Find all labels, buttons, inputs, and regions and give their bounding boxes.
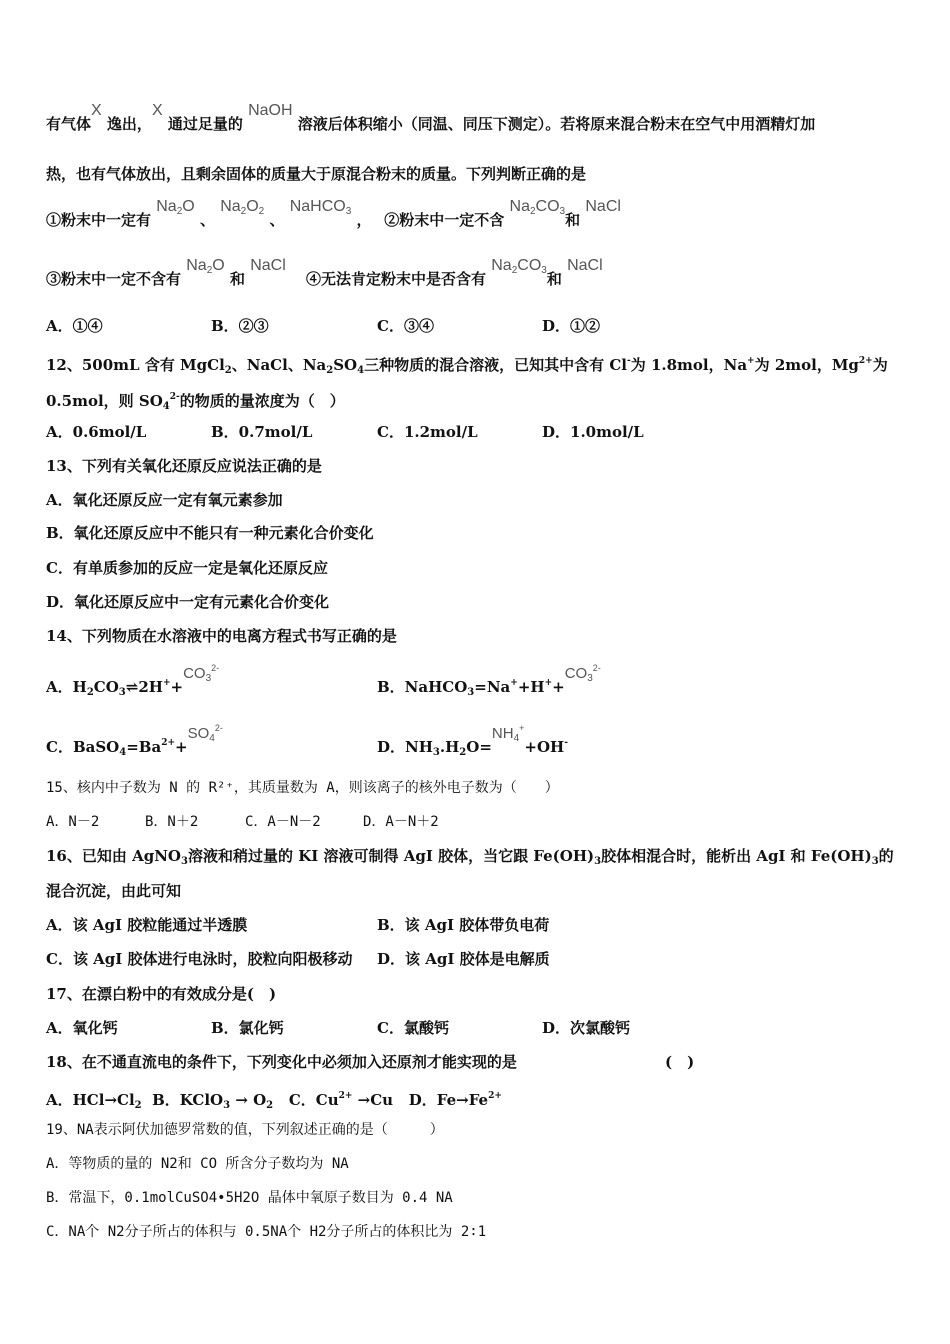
- q11-statement-3-4: ③粉末中一定不含有 $Na_2O$ 和 NaCl ④无法肯定粉末中是否含有 $Na_2CO_3$和 NaCl: [46, 257, 603, 288]
- q13-option-c[interactable]: C．有单质参加的反应一定是氧化还原反应: [46, 559, 328, 577]
- q19-stem: 19、NA表示阿伏加德罗常数的值，下列叙述正确的是（ ）: [46, 1122, 444, 1138]
- q17-option-b[interactable]: B．氯化钙: [211, 1019, 284, 1037]
- q11-option-b[interactable]: B．②③: [211, 317, 269, 335]
- q16-line2: 混合沉淀，由此可知: [46, 882, 182, 900]
- q18-options[interactable]: A．$HCl\to Cl_2$ B．KClO$_3$ → $O_2$ C．$Cu^{2+} \to Cu$ D．$Fe\to Fe^{2+}$: [46, 1091, 502, 1111]
- q12-line2: 0.5mol，则 $SO_4^{2-}$的物质的量浓度为（ ）: [46, 392, 345, 412]
- q19-option-b[interactable]: B．常温下，0.1molCuSO4•5H2O 晶体中氧原子数目为 0.4 NA: [46, 1190, 453, 1206]
- q16-option-d[interactable]: D．该 AgI 胶体是电解质: [377, 950, 550, 968]
- q17-option-c[interactable]: C．氯酸钙: [377, 1019, 449, 1037]
- q16-option-a[interactable]: A．该 AgI 胶粒能通过半透膜: [46, 916, 248, 934]
- q19-option-c[interactable]: C．NA个 N2分子所占的体积与 0.5NA个 H2分子所占的体积比为 2∶1: [46, 1224, 487, 1240]
- formula-so4-2minus: $SO_4^{2-}$: [187, 723, 223, 744]
- formula-nh4-plus: $NH_4^+$: [491, 723, 525, 744]
- q15-option-b[interactable]: B．N＋2: [145, 814, 199, 830]
- formula-na2o: $Na_2O$: [186, 257, 225, 276]
- q11-option-c[interactable]: C．③④: [377, 317, 434, 335]
- q15-stem: 15、核内中子数为 N 的 R²⁺，其质量数为 A，则该离子的核外电子数为（ ）: [46, 780, 559, 796]
- q11-statement-1-2: ①粉末中一定有 $Na_2O$ 、 $Na_2O_2$ 、 NaHCO$_3$ ， ②粉末中一定不含 $Na_2CO_3$和 NaCl: [46, 198, 621, 229]
- q14-option-a[interactable]: A．$H_2CO_3\rightleftharpoons 2H^++CO_3^{2-}$: [46, 663, 220, 698]
- q17-option-d[interactable]: D．次氯酸钙: [542, 1019, 631, 1037]
- q13-option-b[interactable]: B．氧化还原反应中不能只有一种元素化合价变化: [46, 524, 374, 542]
- q12-line1: 12、500mL 含有 MgCl$_2$、NaCl、$Na_2SO_4$三种物质的混合溶液，已知其中含有 Cl-为 1.8mol，Na+为 2mol，$Mg^{2+}$为: [46, 356, 888, 376]
- q12-option-b[interactable]: B．0.7mol/L: [211, 423, 313, 441]
- q17-option-a[interactable]: A．氧化钙: [46, 1019, 118, 1037]
- q19-option-a[interactable]: A．等物质的量的 N2和 CO 所含分子数均为 NA: [46, 1156, 349, 1172]
- q12-option-d[interactable]: D．1.0mol/L: [542, 423, 644, 441]
- q16-line1: 16、已知由 AgNO$_3$溶液和稍过量的 KI 溶液可制得 AgI 胶体，当它跟 $Fe(OH)_3$胶体相混合时，能析出 AgI 和 $Fe(OH)_3$的: [46, 847, 894, 867]
- q13-option-a[interactable]: A．氧化还原反应一定有氧元素参加: [46, 491, 283, 509]
- q11-option-a[interactable]: A．①④: [46, 317, 103, 335]
- q12-option-a[interactable]: A．0.6mol/L: [46, 423, 147, 441]
- formula-na2co3: $Na_2CO_3$: [491, 257, 547, 276]
- q18-answer-paren[interactable]: ( ): [665, 1053, 695, 1071]
- formula-nahco3: NaHCO$_3$: [289, 198, 352, 217]
- q11-line1: 有气体X 逸出，X 通过足量的 NaOH 溶液后体积缩小（同温、同压下测定）。若将原来混合粉末在空气中用酒精灯加: [46, 102, 816, 133]
- formula-co3-2minus: $CO_3^{2-}$: [564, 663, 601, 684]
- q14-option-d[interactable]: D．$NH_3.H_2O=NH_4^++OH^-$: [377, 723, 568, 758]
- q14-option-c[interactable]: C．$BaSO_4=Ba^{2+}+SO_4^{2-}$: [46, 723, 223, 758]
- q11-line2: 热，也有气体放出，且剩余固体的质量大于原混合粉末的质量。下列判断正确的是: [46, 165, 587, 183]
- q14-option-b[interactable]: B．$NaHCO_3=Na^++H^++CO_3^{2-}$: [377, 663, 601, 698]
- formula-co3-2minus: $CO_3^{2-}$: [183, 663, 220, 684]
- q17-stem: 17、在漂白粉中的有效成分是( ): [46, 985, 277, 1003]
- q15-option-c[interactable]: C．A－N－2: [245, 814, 321, 830]
- q15-option-a[interactable]: A．N－2: [46, 814, 100, 830]
- formula-na2o2: $Na_2O_2$: [220, 198, 265, 217]
- q14-stem: 14、下列物质在水溶液中的电离方程式书写正确的是: [46, 627, 397, 645]
- q12-option-c[interactable]: C．1.2mol/L: [377, 423, 478, 441]
- formula-na2o: $Na_2O$: [156, 198, 195, 217]
- q16-option-b[interactable]: B．该 AgI 胶体带负电荷: [377, 916, 550, 934]
- q13-stem: 13、下列有关氧化还原反应说法正确的是: [46, 457, 322, 475]
- formula-na2co3: $Na_2CO_3$: [509, 198, 566, 217]
- q11-option-d[interactable]: D．①②: [542, 317, 601, 335]
- q13-option-d[interactable]: D．氧化还原反应中一定有元素化合价变化: [46, 593, 330, 611]
- q16-option-c[interactable]: C．该 AgI 胶体进行电泳时，胶粒向阳极移动: [46, 950, 353, 968]
- q15-option-d[interactable]: D．A－N＋2: [363, 814, 439, 830]
- q18-stem: 18、在不通直流电的条件下，下列变化中必须加入还原剂才能实现的是: [46, 1053, 517, 1071]
